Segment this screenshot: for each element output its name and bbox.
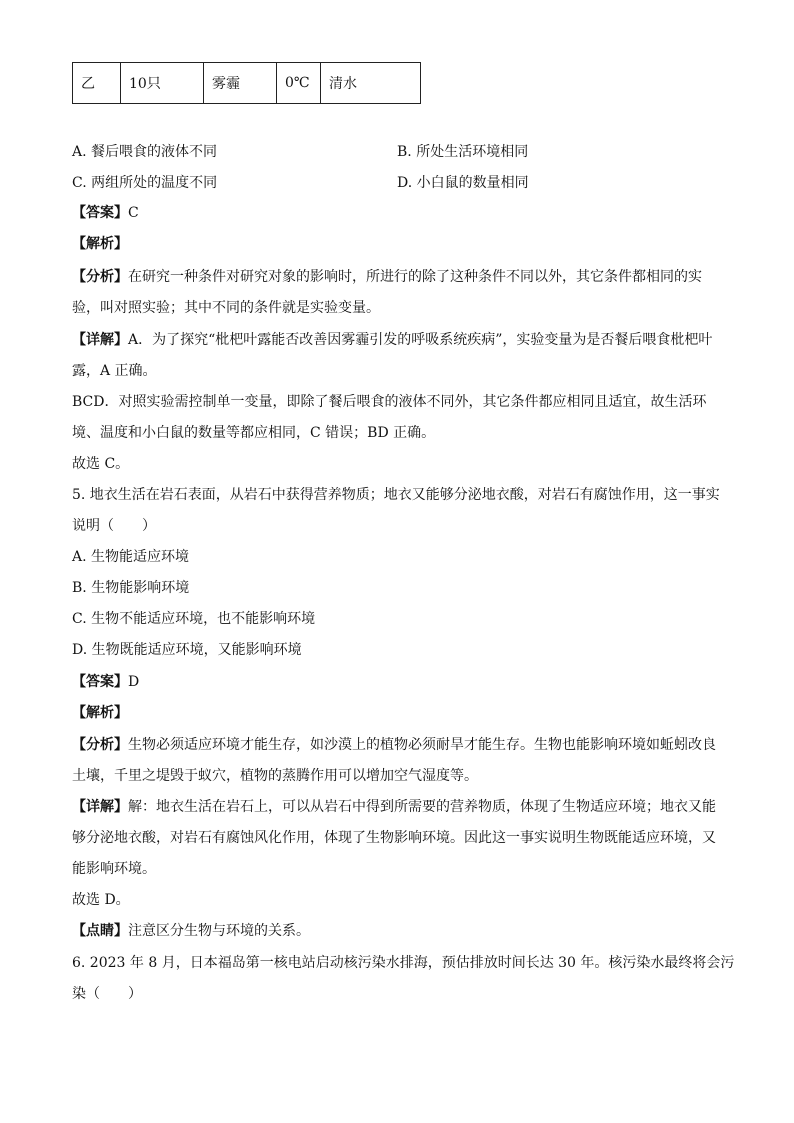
q4-option-d: D. 小白鼠的数量相同 (397, 175, 529, 191)
q5-dianjing (72, 921, 732, 941)
xiangjie-text: A．为了探究“枇杷叶露能否改善因雾霾引发的呼吸系统疾病”，实验变量为是否餐后喂食枇杷叶 (128, 332, 713, 348)
q4-option-a: A. 餐后喂食的液体不同 (72, 144, 218, 160)
dianjing-tag: 【点睛】 (72, 923, 128, 939)
q5-option-c: C. 生物不能适应环境，也不能影响环境 (72, 611, 316, 627)
table-cell-liquid: 清水 (321, 63, 421, 104)
q4-xiangjie-line-3: BCD．对照实验需控制单一变量，即除了餐后喂食的液体不同外，其它条件都应相同且适宜，故生活环 (72, 394, 707, 410)
q5-option-a: A. 生物能适应环境 (72, 549, 190, 565)
table-cell-count: 10只 (121, 63, 204, 104)
q5-fenxi-line-2: 土壤，千里之堤毁于蚁穴，植物的蒸腾作用可以增加空气湿度等。 (72, 768, 478, 784)
xiangjie-tag: 【详解】 (72, 332, 128, 348)
q4-answer (72, 203, 732, 223)
table-row (73, 63, 421, 104)
q6-stem-line-2: 染（ ） (72, 986, 142, 1002)
answer-tag: 【答案】 (72, 674, 128, 690)
table-cell-group: 乙 (73, 63, 121, 104)
q5-option-d: D. 生物既能适应环境，又能影响环境 (72, 642, 302, 658)
answer-value: C (128, 205, 139, 221)
fenxi-tag: 【分析】 (72, 737, 128, 753)
q5-xiangjie-line-1 (72, 797, 732, 817)
answer-tag: 【答案】 (72, 205, 128, 221)
fenxi-text: 在研究一种条件对研究对象的影响时，所进行的除了这种条件不同以外，其它条件都相同的实 (128, 269, 702, 285)
q4-fenxi-line-2: 验，叫对照实验；其中不同的条件就是实验变量。 (72, 300, 380, 316)
q5-stem-line-1: 5. 地衣生活在岩石表面，从岩石中获得营养物质；地衣又能够分泌地衣酸，对岩石有腐蚀作用，这一事实 (72, 487, 720, 503)
experiment-table-fragment (72, 62, 421, 104)
q4-fenxi-line-1 (72, 267, 732, 287)
q4-xiangjie-line-1 (72, 330, 732, 350)
q5-xiangjie-line-3: 能影响环境。 (72, 861, 156, 877)
q4-jiexi-heading: 【解析】 (72, 236, 128, 252)
q5-answer (72, 672, 732, 692)
q4-xiangjie-line-4: 境、温度和小白鼠的数量等都应相同，C 错误；BD 正确。 (72, 425, 436, 441)
dianjing-text: 注意区分生物与环境的关系。 (128, 923, 310, 939)
fenxi-text: 生物必须适应环境才能生存，如沙漠上的植物必须耐旱才能生存。生物也能影响环境如蚯蚓改良 (128, 737, 716, 753)
table-cell-environment: 雾霾 (204, 63, 277, 104)
q5-jiexi-heading: 【解析】 (72, 705, 128, 721)
q5-conclusion: 故选 D。 (72, 892, 130, 908)
q5-xiangjie-line-2: 够分泌地衣酸，对岩石有腐蚀风化作用，体现了生物影响环境。因此这一事实说明生物既能适应环境，又 (72, 830, 716, 846)
q5-option-b: B. 生物能影响环境 (72, 580, 190, 596)
q4-option-b: B. 所处生活环境相同 (397, 144, 529, 160)
xiangjie-tag: 【详解】 (72, 799, 128, 815)
q4-xiangjie-line-2: 露，A 正确。 (72, 363, 157, 379)
answer-value: D (128, 674, 140, 690)
fenxi-tag: 【分析】 (72, 269, 128, 285)
q4-conclusion: 故选 C。 (72, 456, 130, 472)
q6-stem-line-1: 6. 2023 年 8 月，日本福岛第一核电站启动核污染水排海，预估排放时间长达 30 年。核污染水最终将会污 (72, 955, 735, 971)
q5-fenxi-line-1 (72, 735, 732, 755)
q5-stem-line-2: 说明（ ） (72, 518, 156, 534)
xiangjie-text: 解：地衣生活在岩石上，可以从岩石中得到所需要的营养物质，体现了生物适应环境；地衣又能 (128, 799, 716, 815)
q4-option-c: C. 两组所处的温度不同 (72, 175, 218, 191)
table-cell-temperature: 0℃ (277, 63, 321, 104)
